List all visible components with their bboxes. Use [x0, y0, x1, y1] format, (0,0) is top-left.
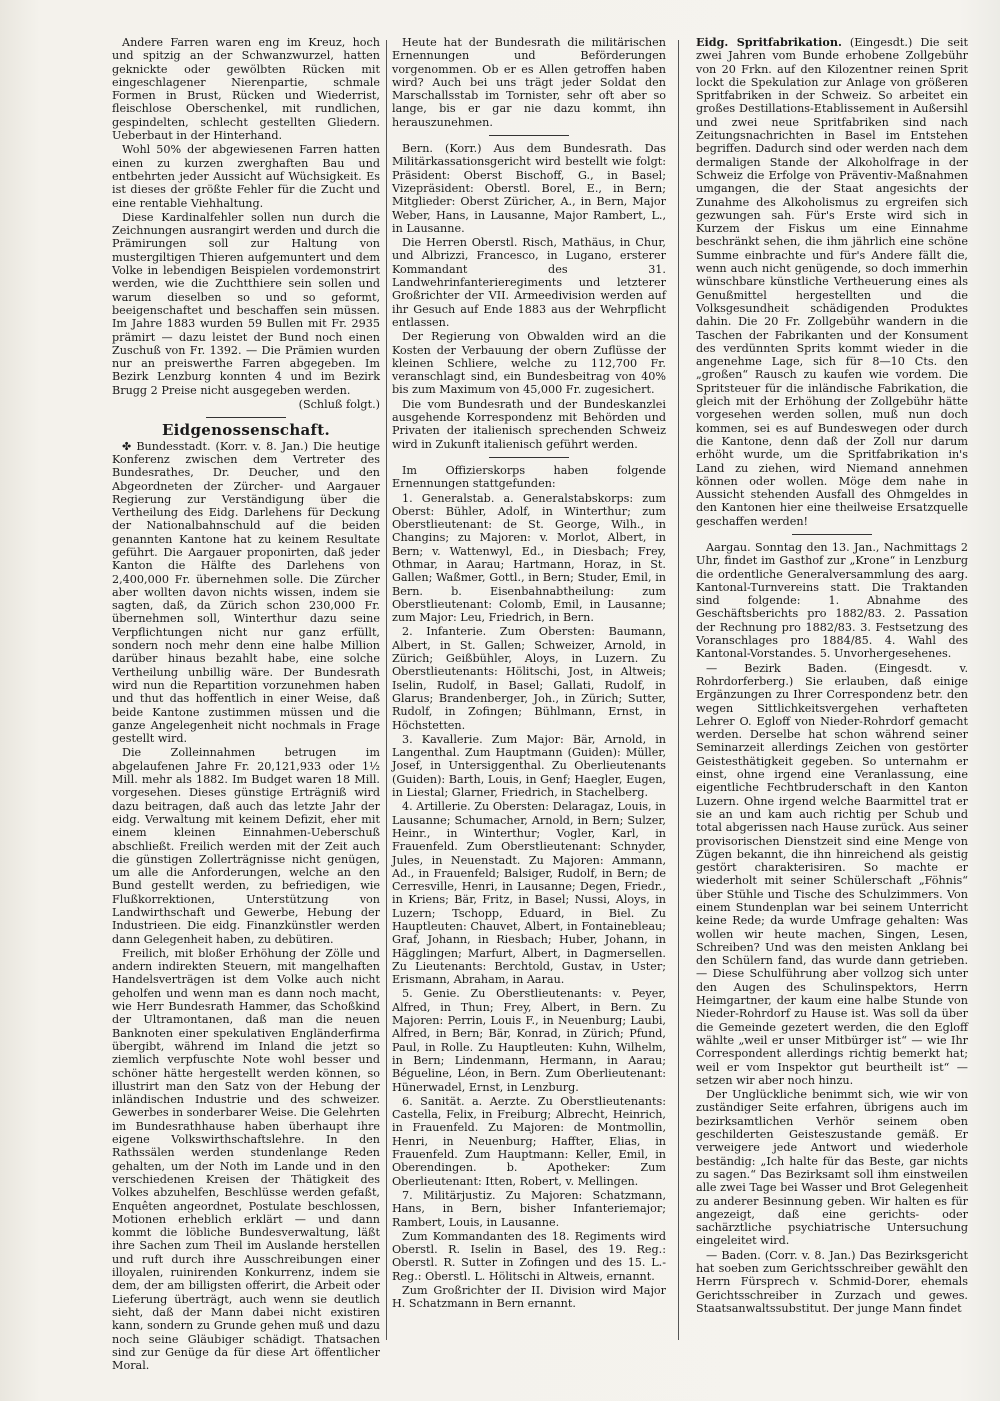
continuation-note: (Schluß folgt.)	[298, 398, 380, 412]
article-paragraph: Der Regierung von Obwalden wird an die Kosten der Verbauung der obern Zuflüsse der kleinen Schliere, welche zu 112,700 Fr. veranschlagt sind, ein Bundesbeitrag von 40% bis zum Maximum von 45,000 Fr. zugesichert.	[392, 330, 666, 397]
article-paragraph: Der Unglückliche benimmt sich, wie wir von zuständiger Seite erfahren, übrigens auch im bezirksamtlichen Verhör seinem oben geschilderten Geisteszustande gemäß. Er verweigere jede Antwort und wiederhole beständig: „Ich halte für das Beste, gar nichts zu sagen.“ Das Bezirksamt soll ihm einstweilen alle zwei Tage bei Wasser und Brot Gelegenheit zu anderer Besinnung geben. Wir halten es für angezeigt, daß eine gerichts- oder sachärztliche psychiatrische Untersuchung eingeleitet wird.	[696, 1088, 968, 1248]
appointment-list-item: 3. Kavallerie. Zum Major: Bär, Arnold, in Langenthal. Zum Hauptmann (Guiden): Müller, Josef, in Untersiggenthal. Zu Oberlieutenants (Guiden): Barth, Louis, in Genf; Haegler, Eugen, in Liestal; Glarner, Friedrich, in Stachelberg.	[392, 732, 666, 800]
article-paragraph: ✤ Bundesstadt. (Korr. v. 8. Jan.) Die heutige Konferenz zwischen dem Vertreter des Bundesrathes, Dr. Deucher, und den Abgeordneten der Zürcher- und Aargauer Regierung zur Verständigung über die Vertheilung des Eidg. Darlehens für Deckung der Nationalbahnschuld auf die beiden genannten Kantone hat zu keinem Resultate geführt. Die Aargauer proponirten, daß jeder Kanton die Hälfte des Darlehens von 2,400,000 Fr. übernehmen solle. Die Zürcher aber wollten davon nichts wissen, indem sie sagten, daß, da Zürich schon 230,000 Fr. übernehmen soll, Winterthur dazu seine Verpflichtungen nicht nur ganz erfüllt, sondern noch mehr denn eine halbe Million darüber hinaus bezahlt habe, eine solche Vertheilung unbillig wäre. Der Bundesrath wird nun die Repartition vorzunehmen haben und thut das hoffentlich in einer Weise, daß beide Kantone zustimmen müssen und die ganze Angelegenheit nicht nochmals in Frage gestellt wird.	[112, 439, 380, 746]
article-paragraph: — Bezirk Baden. (Eingesdt. v. Rohrdorferberg.) Sie erlauben, daß einige Ergänzungen zu Ihrer Correspondenz betr. den wegen Sittlichkeitsvergehen verhafteten Lehrer O. Egloff von Nieder-Rohrdorf gemacht werden. Derselbe hat schon während seiner Seminarzeit allerdings Zeichen von gestörter Geistesthätigkeit gegeben. So unternahm er einst, ohne irgend eine Veranlassung, eine eigentliche Fechtbruderschaft in den Kanton Luzern. Ohne irgend welche Baarmittel trat er sie an und kam auch richtig per Schub und total abgerissen nach Hause zurück. Aus seiner provisorischen Dienstzeit sind eine Menge von Zügen bekannt, die ihn hinreichend als geistig gestört charakterisiren. So machte er wiederholt mit seiner Schülerschaft „Föhnis“ über Stühle und Tische des Schulzimmers. Von einem Stundenplan war bei seinem Unterricht keine Rede; da wurde Umfrage gehalten: Was wollen wir heute machen, Singen, Lesen, Schreiben? Und was den meisten Anklang bei den Schülern fand, das wurde dann getrieben. — Diese Schulführung aber vollzog sich unter den Augen des Schulinspektors, Herrn Heimgartner, der kaum eine halbe Stunde von Nieder-Rohrdorf zu Hause ist. Was soll da über die Gemeinde gezetert werden, die den Egloff wählte „weil er unser Mitbürger ist“ — wie Ihr Correspondent allerdings richtig bemerkt hat; weil er vom Inspektor gut beurtheilt ist“ — setzen wir aber noch hinzu.	[696, 661, 968, 1087]
column-middle	[392, 36, 666, 1312]
article-paragraph: Zum Großrichter der II. Division wird Major H. Schatzmann in Bern ernannt.	[392, 1284, 666, 1311]
article-paragraph: Die Zolleinnahmen betrugen im abgelaufenen Jahre Fr. 20,121,933 oder 1½ Mill. mehr als 1882. Im Budget waren 18 Mill. vorgesehen. Dieses günstige Erträgniß wird dazu beitragen, daß auch das letzte Jahr der eidg. Verwaltung mit keinem Defizit, eher mit einem kleinen Einnahmen-Ueberschuß abschließt. Freilich werden mit der Zeit auch die günstigen Zollerträgnisse nicht genügen, um alle die Anforderungen, welche an den Bund gestellt werden, zu befriedigen, wie Flußkorrektionen, Unterstützung von Landwirthschaft und Gewerbe, Hebung der Industrieen. Die eidg. Finanzkünstler werden dann Gelegenheit haben, zu debütiren.	[112, 746, 380, 946]
column-rule-right	[678, 40, 679, 1340]
article-paragraph	[696, 36, 968, 528]
article-paragraph: Die vom Bundesrath und der Bundeskanzlei ausgehende Korrespondenz mit Behörden und Privaten der italienisch sprechenden Schweiz wird in Zukunft italienisch geführt werden.	[392, 397, 666, 451]
article-paragraph: Aargau. Sonntag den 13. Jan., Nachmittags 2 Uhr, findet im Gasthof zur „Krone“ in Lenzburg die ordentliche Generalversammlung des aarg. Kantonal-Turnvereins statt. Die Traktanden sind folgende: 1. Abnahme des Geschäftsberichts pro 1882/83. 2. Passation der Rechnung pro 1882/83. 3. Festsetzung des Voranschlages pro 1884/85. 4. Wahl des Kantonal-Vorstandes. 5. Unvorhergesehenes.	[696, 540, 968, 661]
column-right	[696, 36, 968, 1316]
section-divider	[206, 417, 286, 418]
appointment-list-item: 7. Militärjustiz. Zu Majoren: Schatzmann, Hans, in Bern, bisher Infanteriemajor; Rambert, Louis, in Lausanne.	[392, 1188, 666, 1229]
article-paragraph: Freilich, mit bloßer Erhöhung der Zölle und andern indirekten Steuern, mit mangelhaften Handelsverträgen ist dem Volke auch nicht geholfen und wenn man es dann noch macht, wie Herr Bundesrath Hammer, das Schoßkind der Ultramontanen, daß man die neuen Banknoten einer spekulativen Engländerfirma übergibt, während im Inland die jetzt so ziemlich verpfuschte Note wohl besser und schöner hätte hergestellt werden können, so illustrirt man den Satz von der Hebung der inländischen Industrie und des schweizer. Gewerbes in sonderbarer Weise. Die Gelehrten im Bundesrathhause haben überhaupt ihre eigene Volkswirthschaftslehre. In den Rathssälen werden stundenlange Reden gehalten, um der Noth im Lande und in den verschiedenen Kreisen der Thätigkeit des Volkes abzuhelfen, Beschlüsse werden gefaßt, Enquêten angeordnet, Postulate beschlossen, Motionen erheblich erklärt — und dann kommt die löbliche Bundesverwaltung, läßt ihre Sachen zum Theil im Auslande herstellen und ruft durch ihre Ausschreibungen einer illoyalen, ruinirenden Konkurrenz, indem sie dem, der am billigsten offerirt, die Arbeit oder Lieferung überträgt, auch wenn sie deutlich sieht, daß der Mann dabei nicht existiren kann, sondern zu Grunde gehen muß und dazu noch seine Gläubiger schädigt. Thatsachen sind zur Genüge da für diese Art öffentlicher Moral.	[112, 946, 380, 1373]
appointment-list-item: 4. Artillerie. Zu Obersten: Delaragaz, Louis, in Lausanne; Schumacher, Arnold, in Bern; Sulzer, Heinr., in Winterthur; Vogler, Karl, in Frauenfeld. Zum Oberstlieutenant: Schnyder, Jules, in Neuenstadt. Zu Majoren: Ammann, Ad., in Frauenfeld; Balsiger, Rudolf, in Bern; de Cerresville, Henri, in Lausanne; Degen, Friedr., in Kriens; Bär, Fritz, in Basel; Nussi, Aloys, in Luzern; Tschopp, Eduard, in Biel. Zu Hauptleuten: Chauvet, Albert, in Fontainebleau; Graf, Johann, in Riesbach; Huber, Johann, in Hägglingen; Marfurt, Albert, in Dagmersellen. Zu Lieutenants: Berchtold, Gustav, in Uster; Erismann, Abraham, in Aarau.	[392, 800, 666, 987]
section-heading-eidgenossenschaft: Eidgenossenschaft.	[161, 421, 331, 440]
article-paragraph: — Baden. (Corr. v. 8. Jan.) Das Bezirksgericht hat soeben zum Gerichtsschreiber gewählt den Herrn Fürsprech v. Schmid-Dorer, ehemals Gerichtsschreiber in Zurzach und gewes. Staatsanwaltssubstitut. Der junge Mann findet	[696, 1248, 968, 1315]
appointment-list-item: 1. Generalstab. a. Generalstabskorps: zum Oberst: Bühler, Adolf, in Winterthur; zum Oberstlieutenant: de St. George, Wilh., in Changins; zu Majoren: v. Morlot, Albert, in Bern; v. Wattenwyl, Ed., in Diesbach; Frey, Othmar, in Aarau; Hartmann, Horaz, in St. Gallen; Waßmer, Gottl., in Bern; Studer, Emil, in Bern. b. Eisenbahnabtheilung: zum Oberstlieutenant: Colomb, Emil, in Lausanne; zum Major: Leu, Friedrich, in Bern.	[392, 491, 666, 625]
article-paragraph: Heute hat der Bundesrath die militärischen Ernennungen und Beförderungen vorgenommen. Ob er es Allen getroffen haben wird? Auch bei uns trägt jeder Soldat den Marschallsstab im Tornister, sehr oft aber so lange, bis er gar nie dazu kommt, ihn herauszunehmen.	[392, 36, 666, 129]
article-paragraph: Im Offizierskorps haben folgende Ernennungen stattgefunden:	[392, 463, 666, 491]
article-paragraph: Wohl 50% der abgewiesenen Farren hatten einen zu kurzen zwerghaften Bau und entbehrten jeder Aussicht auf Wüchsigkeit. Es ist dieses der größte Fehler für die Zucht und eine rentable Viehhaltung.	[112, 143, 380, 210]
column-left	[112, 36, 380, 1373]
section-divider	[792, 534, 872, 535]
article-paragraph: Die Herren Oberstl. Risch, Mathäus, in Chur, und Albrizzi, Francesco, in Lugano, ersterer Kommandant des 31. Landwehrinfanterieregiments und letzterer Großrichter der VII. Armeedivision werden auf ihr Gesuch auf Ende 1883 aus der Wehrpflicht entlassen.	[392, 236, 666, 329]
article-paragraph: Zum Kommandanten des 18. Regiments wird Oberstl. R. Iselin in Basel, des 19. Reg.: Oberstl. R. Sutter in Zofingen und des 15. L.-Reg.: Oberstl. L. Hölitschi in Altweis, ernannt.	[392, 1229, 666, 1283]
appointment-list-item: 6. Sanität. a. Aerzte. Zu Oberstlieutenants: Castella, Felix, in Freiburg; Albrecht, Heinrich, in Frauenfeld. Zu Majoren: de Montmollin, Henri, in Neuenburg; Haffter, Elias, in Frauenfeld. Zum Hauptmann: Keller, Emil, in Oberendingen. b. Apotheker: Zum Oberlieutenant: Itten, Robert, v. Mellingen.	[392, 1094, 666, 1188]
article-paragraph: Bern. (Korr.) Aus dem Bundesrath. Das Militärkassationsgericht wird bestellt wie folgt: Präsident: Oberst Bischoff, G., in Basel; Vizepräsident: Oberstl. Borel, E., in Bern; Mitglieder: Oberst Züricher, A., in Bern, Major Weber, Hans, in Lausanne, Major Rambert, L., in Lausanne.	[392, 142, 666, 235]
column-rule-left	[386, 40, 387, 1340]
appointment-list-item: 5. Genie. Zu Oberstlieutenants: v. Peyer, Alfred, in Thun; Frey, Albert, in Bern. Zu Majoren: Perrin, Louis F., in Neuenburg; Laubi, Alfred, in Bern; Bär, Konrad, in Zürich; Pfund, Paul, in Rolle. Zu Hauptleuten: Kuhn, Wilhelm, in Bern; Lindenmann, Hermann, in Aarau; Bégueline, Léon, in Bern. Zum Oberlieutenant: Hünerwadel, Ernst, in Lenzburg.	[392, 987, 666, 1094]
article-heading-spritfabrikation: Eidg. Spritfabrikation.	[696, 35, 842, 49]
appointment-list-item: 2. Infanterie. Zum Obersten: Baumann, Albert, in St. Gallen; Schweizer, Arnold, in Zürich; Geißbühler, Aloys, in Luzern. Zu Oberstlieutenants: Hölitschi, Jost, in Altweis; Iselin, Rudolf, in Basel; Gallati, Rudolf, in Glarus; Brandenberger, Joh., in Zürich; Sutter, Rudolf, in Zofingen; Bühlmann, Ernst, in Höchstetten.	[392, 625, 666, 732]
section-divider	[489, 457, 569, 458]
article-paragraph: Andere Farren waren eng im Kreuz, hoch und spitzig an der Schwanzwurzel, hatten geknickte oder gewölbten Rücken mit eingeschlagener Nierenpartie, schmale Formen in Brust, Rücken und Wiederrist, fleischlose Oberschenkel, mit rundlichen, gespindelten, schlecht gestellten Gliedern. Ueberbaut in der Hinterhand.	[112, 36, 380, 143]
section-divider	[489, 135, 569, 136]
article-body: (Eingesdt.) Die seit zwei Jahren vom Bunde erhobene Zollgebühr von 20 Frkn. auf den Kilozentner reinen Sprit lockt die Spekulation zur Anlage von größeren Spritfabriken in der Schweiz. So arbeitet ein großes Destillations-Etablissement in Außersihl und zwei neue Spritfabriken sind nach Zeitungsnachrichten in Basel im Entstehen begriffen. Dadurch sind oder werden nach dem dermaligen Stande der Alkoholfrage in der Schweiz die Erfolge von Präventiv-Maßnahmen umgangen, die der Staat angesichts der Zunahme des Alkoholismus zu ergreifen sich gezwungen sah. Für's Erste wird sich in Kurzem der Fiskus um eine Einnahme beschränkt sehen, die ihm jährlich eine schöne Summe einbrachte und für's Andere fällt die, wenn auch nicht genügende, so doch immerhin wünschbare künstliche Vertheuerung eines als Genußmittel hergestellten und die Volksgesundheit schädigenden Produktes dahin. Die 20 Fr. Zollgebühr wandern in die Taschen der Fabrikanten und der Konsument des verdünnten Sprits kommt wieder in die angenehme Lage, sich für 8—10 Cts. den „großen“ Rausch zu kaufen wie vordem. Die Spritsteuer für die inländische Fabrikation, die gleich mit der Erhöhung der Zollgebühr hätte vorgesehen werden sollen, muß nun doch kommen, sei es auf Bundeswegen oder durch die Kantone, denn daß der Zoll nur darum erhöht wurde, um die Spritfabrikation in's Land zu ziehen, wird Niemand annehmen können oder wollen. Möge dem nahe in Aussicht stehenden Ausfall des Ohmgeldes in den Kantonen hier eine theilweise Ersatzquelle geschaffen werden!	[696, 36, 968, 528]
article-paragraph: Diese Kardinalfehler sollen nun durch die Zeichnungen ausrangirt werden und durch die Prämirungen soll zur Haltung von mustergiltigen Thieren aufgemuntert und dem Volke in lebendigen Beispielen vordemonstrirt werden, wie die Zuchtthiere sein sollen und warum dieselben so und so geformt, beeigenschaftet und beschaffen sein müssen. Im Jahre 1883 wurden 59 Bullen mit Fr. 2935 prämirt — dazu leistet der Bund noch einen Zuschuß von Fr. 1392. — Die Prämien wurden nur an preiswerthe Farren abgegeben. Im Bezirk Lenzburg konnten 4 und im Bezirk Brugg 2 Preise nicht ausgegeben werden.	[112, 210, 380, 397]
